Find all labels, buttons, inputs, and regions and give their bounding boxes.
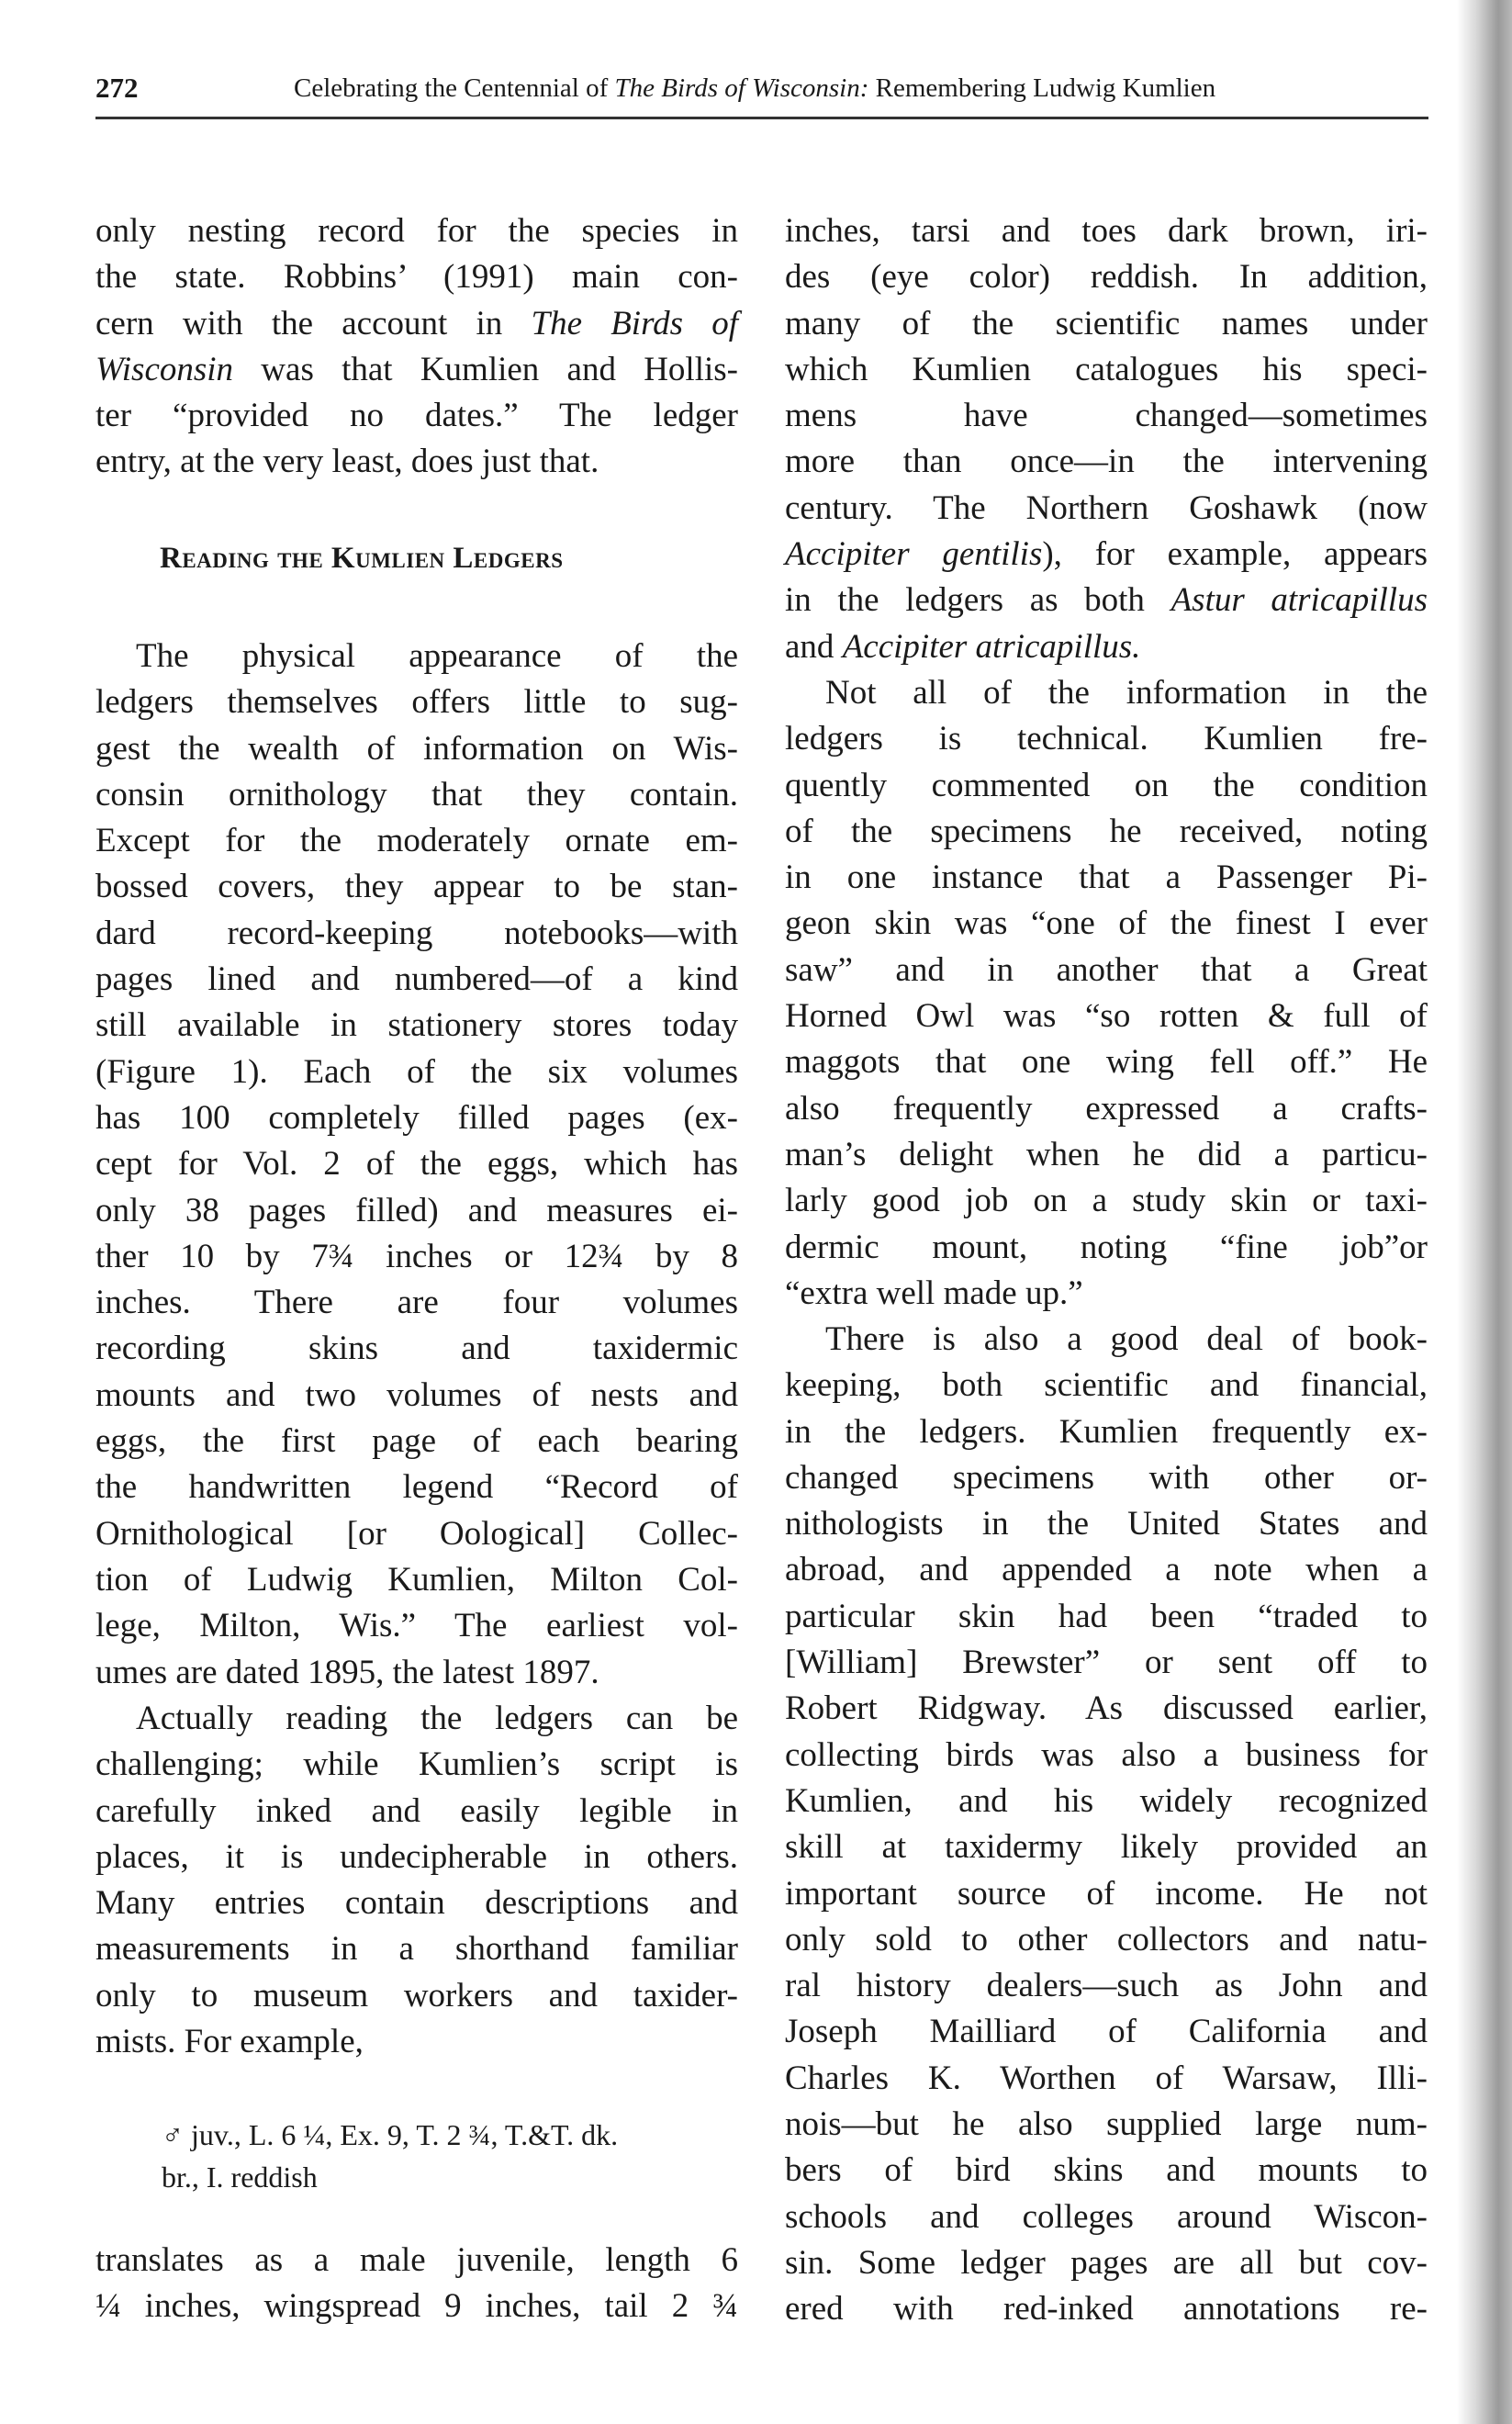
text-line: more than once—in the intervening	[785, 443, 1428, 481]
text-line: pages lined and numbered—of a kind	[95, 960, 738, 999]
running-header-text: Celebrating the Centennial of	[294, 73, 615, 103]
left-para-1	[95, 208, 738, 486]
right-para-1	[785, 208, 1428, 670]
text-line: century. The Northern Goshawk (now	[785, 488, 1428, 527]
text-line: Except for the moderately ornate em-	[95, 822, 738, 860]
left-para-2	[95, 634, 738, 1696]
text-line: mists. For example,	[95, 2023, 364, 2061]
page-edge-shadow	[1457, 0, 1512, 2424]
text-line: in the ledgers. Kumlien frequently ex-	[785, 1412, 1428, 1451]
italic-text: Accipiter gentilis	[785, 535, 1043, 574]
text-line: tion of Ludwig Kumlien, Milton Col-	[95, 1560, 738, 1599]
text-line: which Kumlien catalogues his speci-	[785, 350, 1428, 388]
text-line: places, it is undecipherable in others.	[95, 1837, 738, 1876]
left-para-3	[95, 1696, 738, 2065]
text-line: of the specimens he received, noting	[785, 812, 1428, 850]
text-line: Charles K. Worthen of Warsaw, Illi-	[785, 2059, 1428, 2097]
text-line: nithologists in the United States and	[785, 1505, 1428, 1543]
text-line: Joseph Mailliard of California and	[785, 2013, 1428, 2051]
text-line: also frequently expressed a crafts-	[785, 1089, 1428, 1128]
text-line: quently commented on the condition	[785, 766, 1428, 804]
text-line: particular skin had been “traded to	[785, 1597, 1428, 1635]
text-line: the state. Robbins’ (1991) main con-	[95, 258, 738, 297]
italic-text: Accipiter atricapillus.	[842, 627, 1141, 666]
text-line: mounts and two volumes of nests and	[95, 1375, 738, 1414]
text-line: the handwritten legend “Record of	[95, 1468, 738, 1507]
text-line: many of the scientific names under	[785, 304, 1428, 342]
text-line: [William] Brewster” or sent off to	[785, 1644, 1428, 1682]
text-line	[785, 624, 1428, 670]
text-line: inches, tarsi and toes dark brown, iri-	[785, 212, 1428, 250]
text-line: “extra well made up.”	[785, 1274, 1083, 1312]
text-line: ¼ inches, wingspread 9 inches, tail 2 ¾	[95, 2287, 738, 2326]
text-line: Horned Owl was “so rotten & full of	[785, 997, 1428, 1036]
text-line	[785, 532, 1428, 578]
example-line: br., I. reddish	[162, 2160, 318, 2194]
right-para-2	[785, 670, 1428, 1317]
text-line: larly good job on a study skin or taxi-	[785, 1182, 1428, 1220]
text-line: changed specimens with other or-	[785, 1458, 1428, 1497]
text-line: collecting birds was also a business for	[785, 1735, 1428, 1774]
text-line: There is also a good deal of book-	[825, 1320, 1428, 1358]
text-line: keeping, both scientific and financial,	[785, 1366, 1428, 1405]
text: ), for example, appears	[1042, 535, 1428, 574]
text-line: entry, at the very least, does just that.	[95, 443, 599, 481]
text: was that Kumlien and Hollis-	[233, 350, 738, 388]
text-line: only sold to other collectors and natu-	[785, 1920, 1428, 1958]
text-line: Many entries contain descriptions and	[95, 1884, 738, 1923]
text-line: challenging; while Kumlien’s script is	[95, 1745, 738, 1784]
text-line: nois—but he also supplied large num-	[785, 2105, 1428, 2144]
text-line: dermic mount, noting “fine job”or	[785, 1228, 1428, 1266]
text-line: still available in stationery stores today	[95, 1006, 738, 1045]
text-line: bossed covers, they appear to be stan-	[95, 868, 738, 906]
page-number: 272	[95, 72, 139, 104]
text-line: Not all of the information in the	[825, 674, 1428, 712]
text-line: schools and colleges around Wiscon-	[785, 2197, 1428, 2236]
text-line: ral history dealers—such as John and	[785, 1967, 1428, 2005]
text-line: man’s delight when he did a particu-	[785, 1135, 1428, 1173]
text-line: ter “provided no dates.” The ledger	[95, 397, 738, 435]
text-line: abroad, and appended a note when a	[785, 1551, 1428, 1589]
text-line: sin. Some ledger pages are all but cov-	[785, 2243, 1428, 2282]
text-line: Kumlien, and his widely recognized	[785, 1781, 1428, 1820]
text-line: geon skin was “one of the finest I ever	[785, 904, 1428, 943]
text-line: consin ornithology that they contain.	[95, 775, 738, 814]
text-line: translates as a male juvenile, length 6	[95, 2241, 738, 2279]
text-line: skill at taxidermy likely provided an	[785, 1828, 1428, 1867]
italic-text: Astur atricapillus	[1170, 581, 1428, 620]
text-line: mens have changed—sometimes	[785, 397, 1428, 435]
text-line	[785, 578, 1428, 623]
text-line: only 38 pages filled) and measures ei-	[95, 1191, 738, 1229]
text-line: umes are dated 1895, the latest 1897.	[95, 1653, 599, 1691]
text-line: has 100 completely filled pages (ex-	[95, 1098, 738, 1137]
text-line: des (eye color) reddish. In addition,	[785, 258, 1428, 297]
text-line: only nesting record for the species in	[95, 212, 738, 250]
text-line: The physical appearance of the	[136, 637, 738, 675]
text-line: ledgers is technical. Kumlien fre-	[785, 720, 1428, 758]
text-line: inches. There are four volumes	[95, 1284, 738, 1322]
text-line: Ornithological [or Oological] Collec-	[95, 1514, 738, 1553]
text-line: Actually reading the ledgers can be	[136, 1700, 738, 1737]
text-line: important source of income. He not	[785, 1874, 1428, 1913]
text-line: saw” and in another that a Great	[785, 950, 1428, 989]
running-header-text-end: Remembering Ludwig Kumlien	[868, 73, 1216, 103]
text: cern with the account in	[95, 304, 532, 342]
text-line: maggots that one wing fell off.” He	[785, 1043, 1428, 1082]
running-header-italic: The Birds of Wisconsin:	[614, 73, 869, 103]
italic-text: Wisconsin	[95, 350, 234, 388]
text-line: only to museum workers and taxider-	[95, 1976, 738, 2014]
text-line: ther 10 by 7¾ inches or 12¾ by 8	[95, 1237, 738, 1275]
left-para-4	[95, 2238, 738, 2330]
section-heading: Reading the Kumlien Ledgers	[160, 542, 564, 575]
text-line: recording skins and taxidermic	[95, 1330, 738, 1368]
example-line: ♂ juv., L. 6 ¼, Ex. 9, T. 2 ¾, T.&T. dk.	[162, 2118, 619, 2151]
text-line: gest the wealth of information on Wis-	[95, 729, 738, 768]
text-line: in one instance that a Passenger Pi-	[785, 858, 1428, 897]
text-line: lege, Milton, Wis.” The earliest vol-	[95, 1607, 738, 1645]
ledger-example	[162, 2114, 618, 2198]
text-line: eggs, the first page of each bearing	[95, 1422, 738, 1461]
text-line: carefully inked and easily legible in	[95, 1791, 738, 1830]
text-line: ledgers themselves offers little to sug-	[95, 683, 738, 722]
text-line: (Figure 1). Each of the six volumes	[95, 1052, 738, 1091]
text-line: dard record-keeping notebooks—with	[95, 914, 738, 952]
text: and	[785, 627, 843, 666]
text-line	[95, 347, 738, 393]
italic-text: The Birds of	[531, 304, 738, 342]
text-line: measurements in a shorthand familiar	[95, 1930, 738, 1969]
text-line: cept for Vol. 2 of the eggs, which has	[95, 1145, 738, 1184]
text-line: ered with red-inked annotations re-	[785, 2290, 1428, 2329]
text-line: Robert Ridgway. As discussed earlier,	[785, 1689, 1428, 1728]
text-line	[95, 301, 738, 347]
right-para-3	[785, 1317, 1428, 2333]
running-header	[294, 73, 1428, 104]
header-rule	[95, 117, 1428, 119]
text: in the ledgers as both	[785, 581, 1171, 620]
text-line: bers of bird skins and mounts to	[785, 2151, 1428, 2190]
